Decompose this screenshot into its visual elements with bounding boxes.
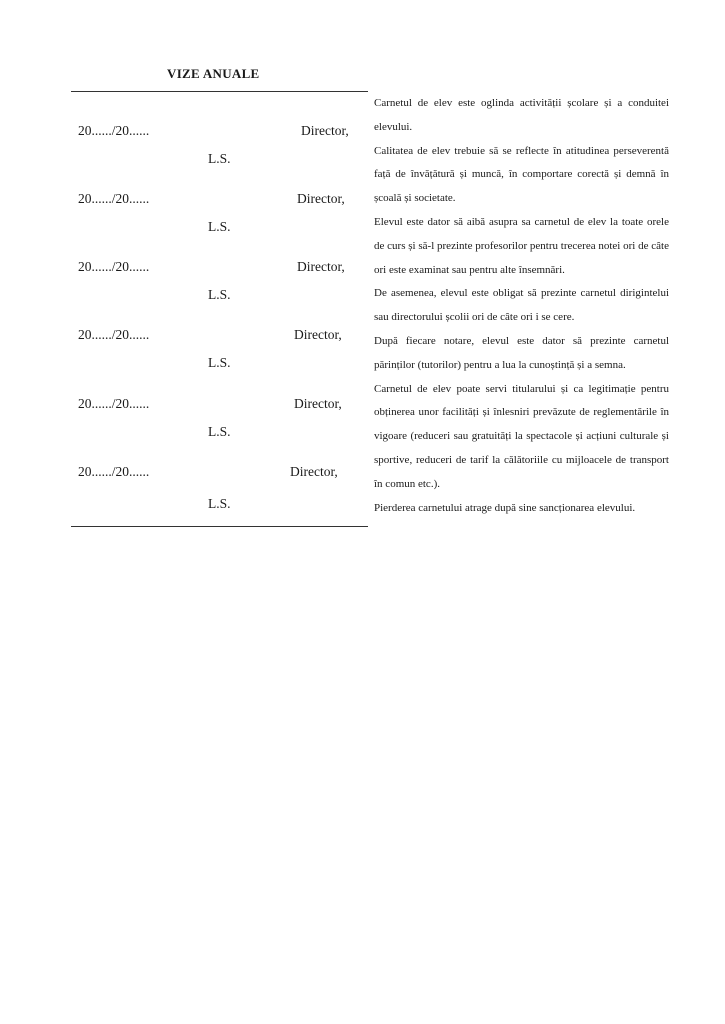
visa-year-5: 20....../20...... (78, 396, 150, 411)
student-record-rules (374, 92, 669, 520)
visa-seal-1: L.S. (208, 151, 231, 166)
rule-paragraph-3: Elevul este dator să aibă asupra sa carnetul de elev la toate orele de curs și să-l prezinte profesorilor pentru trecerea notei ori de câte ori este examinat sau pentru alte însemnări. (374, 215, 669, 276)
rule-paragraph-4: De asemenea, elevul este obligat să prezinte carnetul dirigintelui sau directorului școlii ori de câte ori i se cere. (374, 287, 669, 324)
visa-seal-6: L.S. (208, 496, 231, 511)
visa-director-5: Director, (294, 396, 342, 411)
visa-year-4: 20....../20...... (78, 327, 150, 342)
visa-year-1: 20....../20...... (78, 123, 150, 138)
rule-paragraph-5: După fiecare notare, elevul este dator să prezinte carnetul părinților (tutorilor) pentru a lua la cunoștință și a semna. (374, 334, 669, 371)
rule-paragraph-6: Carnetul de elev poate servi titularului și ca legitimație pentru obținerea unor facilități și înlesniri prevăzute de reglementările în vigoare (reduceri sau gratuități la spectacole și acțiuni culturale și sportive, reduceri de tarif la călătoriile cu mijloacele de transport în comun etc.). (374, 382, 669, 490)
visa-seal-5: L.S. (208, 424, 231, 439)
visa-seal-4: L.S. (208, 355, 231, 370)
bottom-divider (71, 526, 368, 527)
visa-director-6: Director, (290, 464, 338, 479)
rule-paragraph-7: Pierderea carnetului atrage după sine sancționarea elevului. (374, 501, 636, 514)
visa-director-4: Director, (294, 327, 342, 342)
section-title: VIZE ANUALE (167, 66, 260, 81)
visa-director-2: Director, (297, 191, 345, 206)
visa-seal-3: L.S. (208, 287, 231, 302)
visa-director-1: Director, (301, 123, 349, 138)
top-divider (71, 91, 368, 92)
visa-year-3: 20....../20...... (78, 259, 150, 274)
visa-director-3: Director, (297, 259, 345, 274)
visa-year-2: 20....../20...... (78, 191, 150, 206)
rule-paragraph-1: Carnetul de elev este oglinda activității școlare și a conduitei elevului. (374, 97, 669, 133)
visa-seal-2: L.S. (208, 219, 231, 234)
rule-paragraph-2: Calitatea de elev trebuie să se reflecte în atitudinea perseverentă față de învățătură și muncă, în comportare corectă și demnă în școală și societate. (374, 144, 669, 205)
visa-year-6: 20....../20...... (78, 464, 150, 479)
